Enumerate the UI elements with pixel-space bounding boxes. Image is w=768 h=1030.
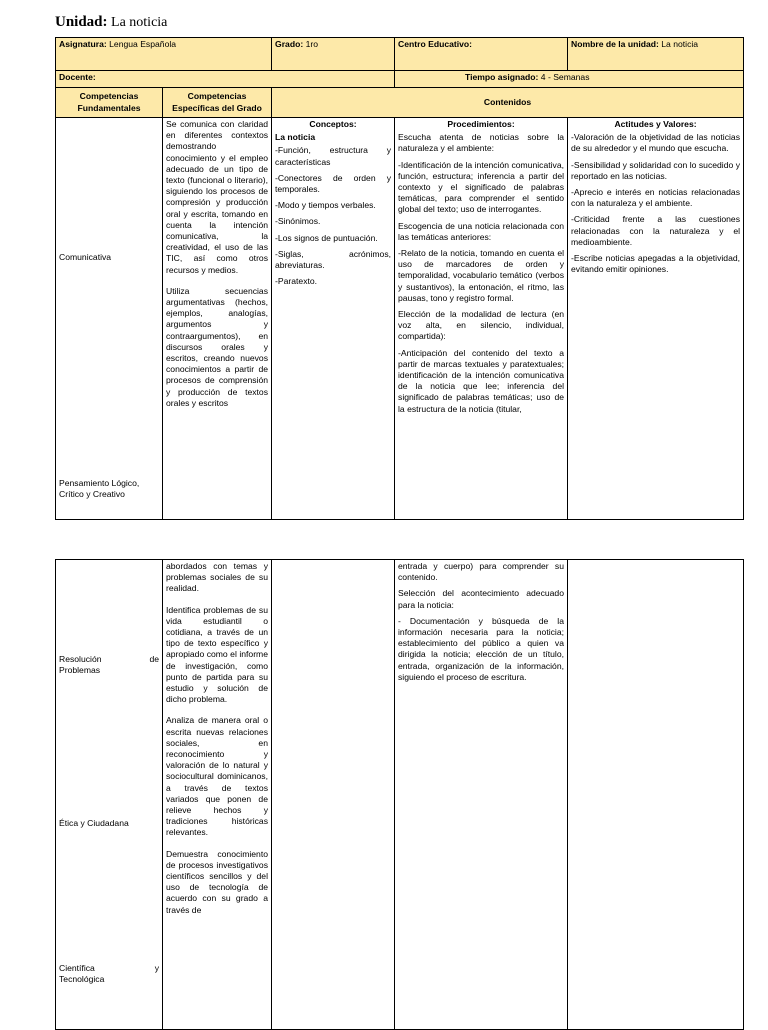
conceptos-heading: Conceptos: xyxy=(309,119,357,129)
unit-title xyxy=(55,14,167,31)
actitud-item: -Escribe noticias apegadas a la objetividad, evitando emitir opiniones. xyxy=(571,253,741,275)
nombre-unidad-label: Nombre de la unidad: xyxy=(571,39,659,49)
tiempo-value: 4 - Semanas xyxy=(540,72,590,82)
procedimiento-item: Elección de la modalidad de lectura (en voz alta, en silencio, individual, compartida): xyxy=(398,309,565,342)
concepto-item: -Siglas, acrónimos, abreviaturas. xyxy=(275,248,392,271)
col-header-fundamentales: Competencias Fundamentales xyxy=(56,88,163,118)
concepto-item: -Los signos de puntuación. xyxy=(275,232,378,243)
competencias-especificas-cell-2 xyxy=(163,560,272,1030)
concepto-item: -Función, estructura y características xyxy=(275,145,392,167)
procedimiento-item: -Identificación de la intención comunicativa, función, estructura; inferencia a partir del contexto y el significado de palabras temáticas, para comprender el sentido global del texto; uso de interrogantes. xyxy=(398,159,565,215)
grado-value: 1ro xyxy=(305,39,318,49)
competencia-cientifica-line-2: Tecnológica xyxy=(59,974,105,985)
procedimiento-item: Escucha atenta de noticias sobre la naturaleza y el ambiente: xyxy=(398,132,565,154)
concepto-item: -Sinónimos. xyxy=(275,216,321,227)
competencia-resolucion-line-2: Problemas xyxy=(59,665,101,676)
actitud-item: -Aprecio e interés en noticias relacionadas con la naturaleza y el ambiente. xyxy=(571,187,741,209)
competencias-fundamentales-cell xyxy=(56,118,163,520)
centro-label: Centro Educativo: xyxy=(398,39,473,49)
col-header-contenidos: Contenidos xyxy=(272,88,744,118)
docente-cell xyxy=(56,71,395,88)
procedimiento-item: -Anticipación del contenido del texto a partir de marcas textuales y paratextuales; identificación de la intención comunicativa de la noticia que lee; inferencia del significado de palabras temáticas; uso de la estructura de la noticia (titular, xyxy=(398,347,565,414)
grado-cell xyxy=(272,38,395,71)
tiempo-cell xyxy=(395,71,744,88)
unit-value: La noticia xyxy=(111,15,168,30)
concepto-item: -Modo y tiempos verbales. xyxy=(275,200,376,211)
nombre-unidad-value: La noticia xyxy=(661,39,699,49)
tiempo-label: Tiempo asignado: xyxy=(465,72,539,82)
procedimiento-item: Selección del acontecimiento adecuado para la noticia: xyxy=(398,588,564,610)
competencia-pensamiento-line-2: Crítico y Creativo xyxy=(59,489,125,500)
conceptos-title: La noticia xyxy=(275,132,316,143)
procedimientos-heading: Procedimientos: xyxy=(447,119,515,129)
unit-label: Unidad: xyxy=(55,14,108,30)
especifica-etica: Analiza de manera oral o escrita nuevas relaciones sociales, en reconocimiento y valoración de lo natural y sociocultural dominicanos, a través de textos variados que ponen de relieve hechos y tradiciones históricas relevantes. xyxy=(166,715,268,838)
competencias-fundamentales-cell-2 xyxy=(56,560,163,1030)
actitudes-cell-2 xyxy=(568,560,744,1030)
competencia-pensamiento-line-1: Pensamiento Lógico, xyxy=(59,478,140,488)
competencia-resolucion-line-1: Resolución xyxy=(59,654,102,664)
competencia-cientifica xyxy=(59,963,159,985)
procedimiento-item: entrada y cuerpo) para comprender su contenido. xyxy=(398,561,564,583)
actitud-item: -Valoración de la objetividad de las noticias de su alrededor y el mundo que escucha. xyxy=(571,132,741,154)
col-header-especificas: Competencias Específicas del Grado xyxy=(163,88,272,118)
conceptos-cell xyxy=(272,118,395,520)
competencia-etica: Ética y Ciudadana xyxy=(59,818,129,828)
concepto-item: -Conectores de orden y temporales. xyxy=(275,172,392,195)
actitudes-heading: Actitudes y Valores: xyxy=(614,119,697,129)
competencia-pensamiento xyxy=(59,478,139,500)
competencia-comunicativa: Comunicativa xyxy=(59,252,112,262)
concepto-item: -Paratexto. xyxy=(275,276,318,287)
especifica-pensamiento: Utiliza secuencias argumentativas (hechos, ejemplos, analogías, argumentos y contraargumentos), en discursos orales y escritos, creando nuevos conocimientos a partir de procesos de comprensión y producción de textos orales y escritos xyxy=(166,285,269,408)
procedimiento-item: Escogencia de una noticia relacionada con las temáticas anteriores: xyxy=(398,220,565,242)
especifica-comunicativa: Se comunica con claridad en diferentes contextos demostrando conocimiento y el empleo adecuado de un tipo de texto (funcional o literario), siguiendo los procesos de compresión y producción oral y escrita, tomando en cuenta la intención comunicativa, la creatividad, el uso de las TIC, así como otros recursos y medios. xyxy=(166,119,269,275)
especifica-resolucion: Identifica problemas de su vida estudiantil o cotidiana, a través de un tipo de texto específico y apropiado como el informe de investigación, como punto de partida para su estudio y solución de dicho problema. xyxy=(166,604,268,705)
competencias-especificas-cell xyxy=(163,118,272,520)
procedimiento-item: - Documentación y búsqueda de la información necesaria para la noticia; establecimiento del público a quien va dirigida la noticia; elección de un título, entrada, organización de la información, siguiendo el proceso de escritura. xyxy=(398,615,564,682)
asignatura-value: Lengua Española xyxy=(109,39,177,49)
centro-cell xyxy=(395,38,568,71)
especifica-continuacion: abordados con temas y problemas sociales de su realidad. xyxy=(166,561,268,594)
actitudes-cell xyxy=(568,118,744,520)
planning-table-page-1 xyxy=(55,37,744,520)
competencia-cientifica-y: y xyxy=(154,963,159,973)
actitud-item: -Sensibilidad y solidaridad con lo sucedido y reportado en las noticias. xyxy=(571,159,741,181)
docente-label: Docente: xyxy=(59,72,96,82)
planning-table-page-2 xyxy=(55,559,744,1030)
procedimientos-cell xyxy=(395,118,568,520)
procedimiento-item: -Relato de la noticia, tomando en cuenta el uso de marcadores de orden y temporalidad, vocabulario temático (verbos y sustantivos), la entonación, el ritmo, las pausas, tono y registro formal. xyxy=(398,248,565,303)
competencia-resolucion-de: de xyxy=(149,654,159,664)
actitud-item: -Criticidad frente a las cuestiones relacionadas con la naturaleza y el medioambiente. xyxy=(571,214,741,247)
procedimientos-cell-2 xyxy=(395,560,568,1030)
conceptos-cell-2 xyxy=(272,560,395,1030)
grado-label: Grado: xyxy=(275,39,304,49)
asignatura-label: Asignatura: xyxy=(59,39,107,49)
asignatura-cell xyxy=(56,38,272,71)
competencia-resolucion xyxy=(59,654,159,676)
nombre-unidad-cell xyxy=(568,38,744,71)
especifica-cientifica: Demuestra conocimiento de procesos investigativos científicos sencillos y del uso de tecnología de acuerdo con su grado a través de xyxy=(166,848,268,915)
competencia-cientifica-line-1: Científica xyxy=(59,963,95,973)
